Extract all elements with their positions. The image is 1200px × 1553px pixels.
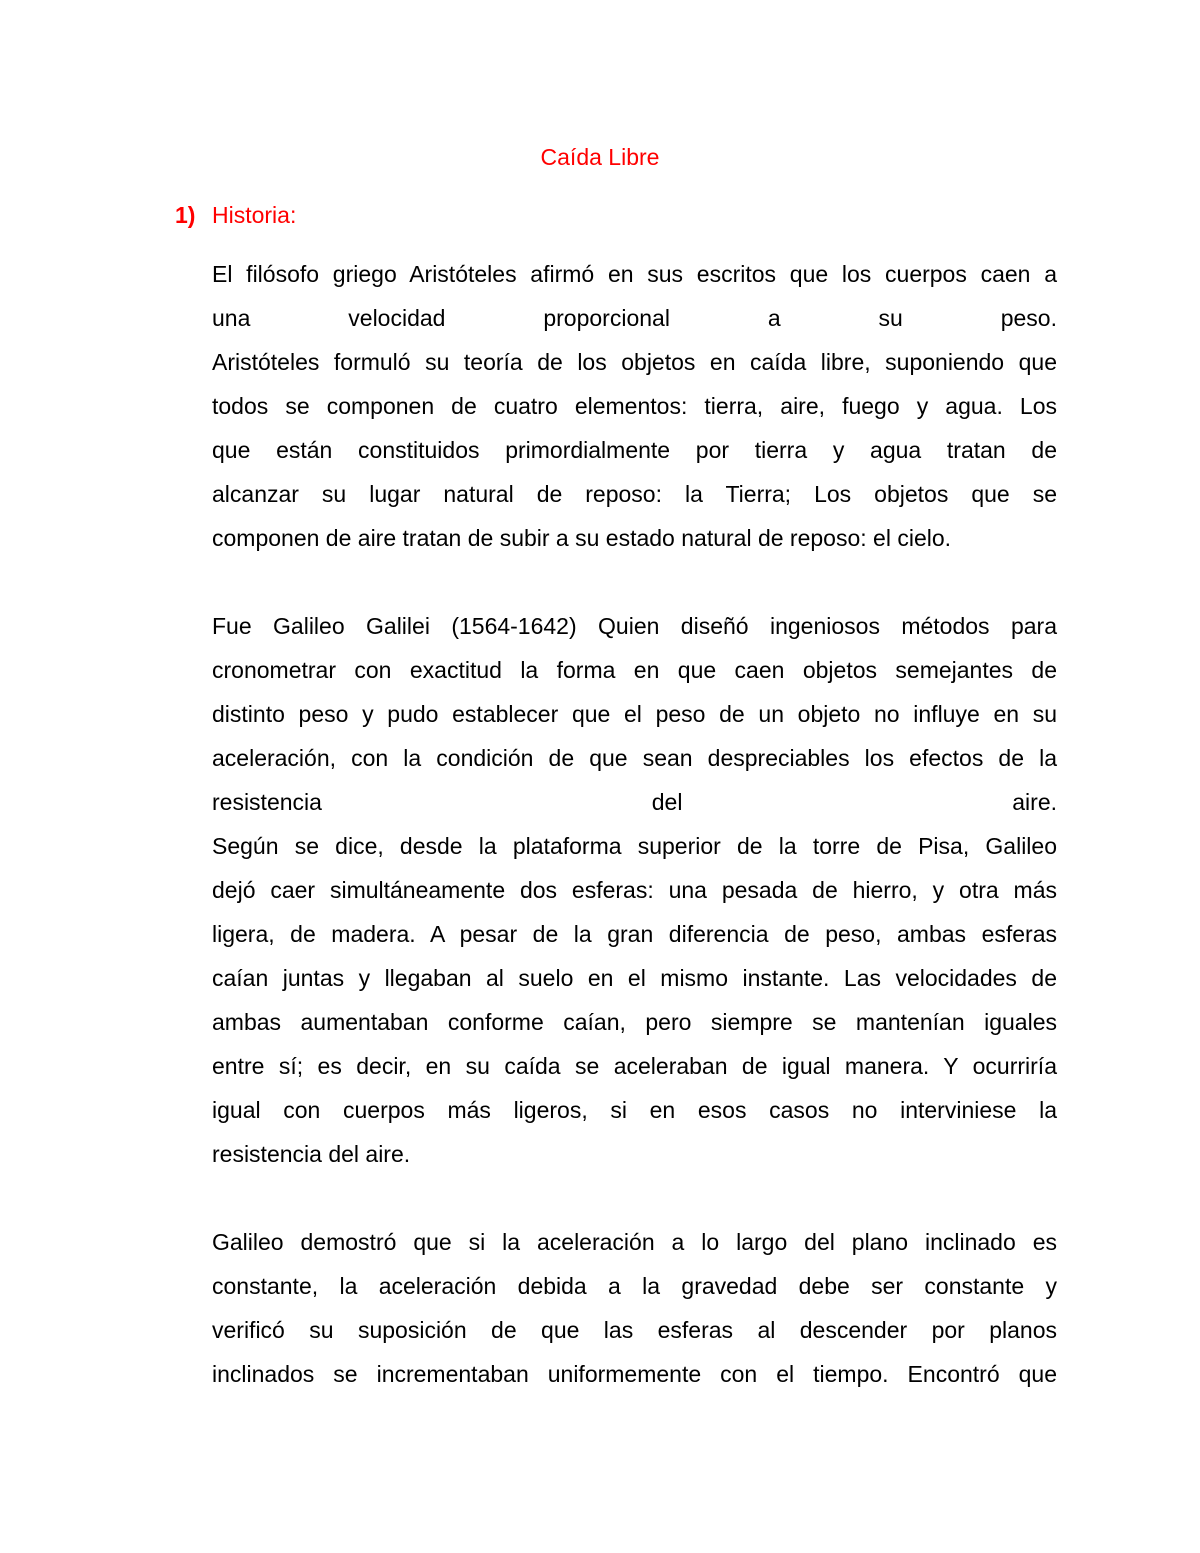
text-line: todos se componen de cuatro elementos: tierra, aire, fuego y agua. Los [212,393,1057,419]
text-line: dejó caer simultáneamente dos esferas: una pesada de hierro, y otra más [212,877,1057,903]
paragraph-gap [212,560,1057,604]
text-line: cronometrar con exactitud la forma en que caen objetos semejantes de [212,657,1057,683]
text-line: Según se dice, desde la plataforma superior de la torre de Pisa, Galileo [212,833,1057,859]
text-line: distinto peso y pudo establecer que el peso de un objeto no influye en su [212,701,1057,727]
text-line: alcanzar su lugar natural de reposo: la Tierra; Los objetos que se [212,481,1057,507]
text-line: Aristóteles formuló su teoría de los objetos en caída libre, suponiendo que [212,349,1057,375]
text-line: ambas aumentaban conforme caían, pero siempre se mantenían iguales [212,1009,1057,1035]
paragraph [212,252,1057,560]
paragraph [212,604,1057,1176]
section-label: Historia: [212,202,297,228]
text-line: que están constituidos primordialmente por tierra y agua tratan de [212,437,1057,463]
section-number: 1) [175,202,196,228]
text-line: Galileo demostró que si la aceleración a lo largo del plano inclinado es [212,1229,1057,1255]
text-line: verificó su suposición de que las esferas al descender por planos [212,1317,1057,1343]
paragraph [212,1220,1057,1396]
text-line: Fue Galileo Galilei (1564-1642) Quien diseñó ingeniosos métodos para [212,613,1057,639]
text-line: inclinados se incrementaban uniformemente con el tiempo. Encontró que [212,1361,1057,1387]
document-body [212,252,1057,1396]
section-heading [175,198,296,232]
paragraph-gap [212,1176,1057,1220]
text-line: constante, la aceleración debida a la gravedad debe ser constante y [212,1273,1057,1299]
text-line: ligera, de madera. A pesar de la gran diferencia de peso, ambas esferas [212,921,1057,947]
text-line: entre sí; es decir, en su caída se aceleraban de igual manera. Y ocurriría [212,1053,1057,1079]
text-line: El filósofo griego Aristóteles afirmó en sus escritos que los cuerpos caen a [212,261,1057,287]
document-title: Caída Libre [540,144,660,170]
text-line: componen de aire tratan de subir a su estado natural de reposo: el cielo. [212,525,952,551]
text-line: caían juntas y llegaban al suelo en el mismo instante. Las velocidades de [212,965,1057,991]
text-line: resistencia del aire. [212,789,1057,815]
text-line: resistencia del aire. [212,1141,411,1167]
text-line: igual con cuerpos más ligeros, si en esos casos no interviniese la [212,1097,1057,1123]
text-line: aceleración, con la condición de que sean despreciables los efectos de la [212,745,1057,771]
text-line: una velocidad proporcional a su peso. [212,305,1057,331]
